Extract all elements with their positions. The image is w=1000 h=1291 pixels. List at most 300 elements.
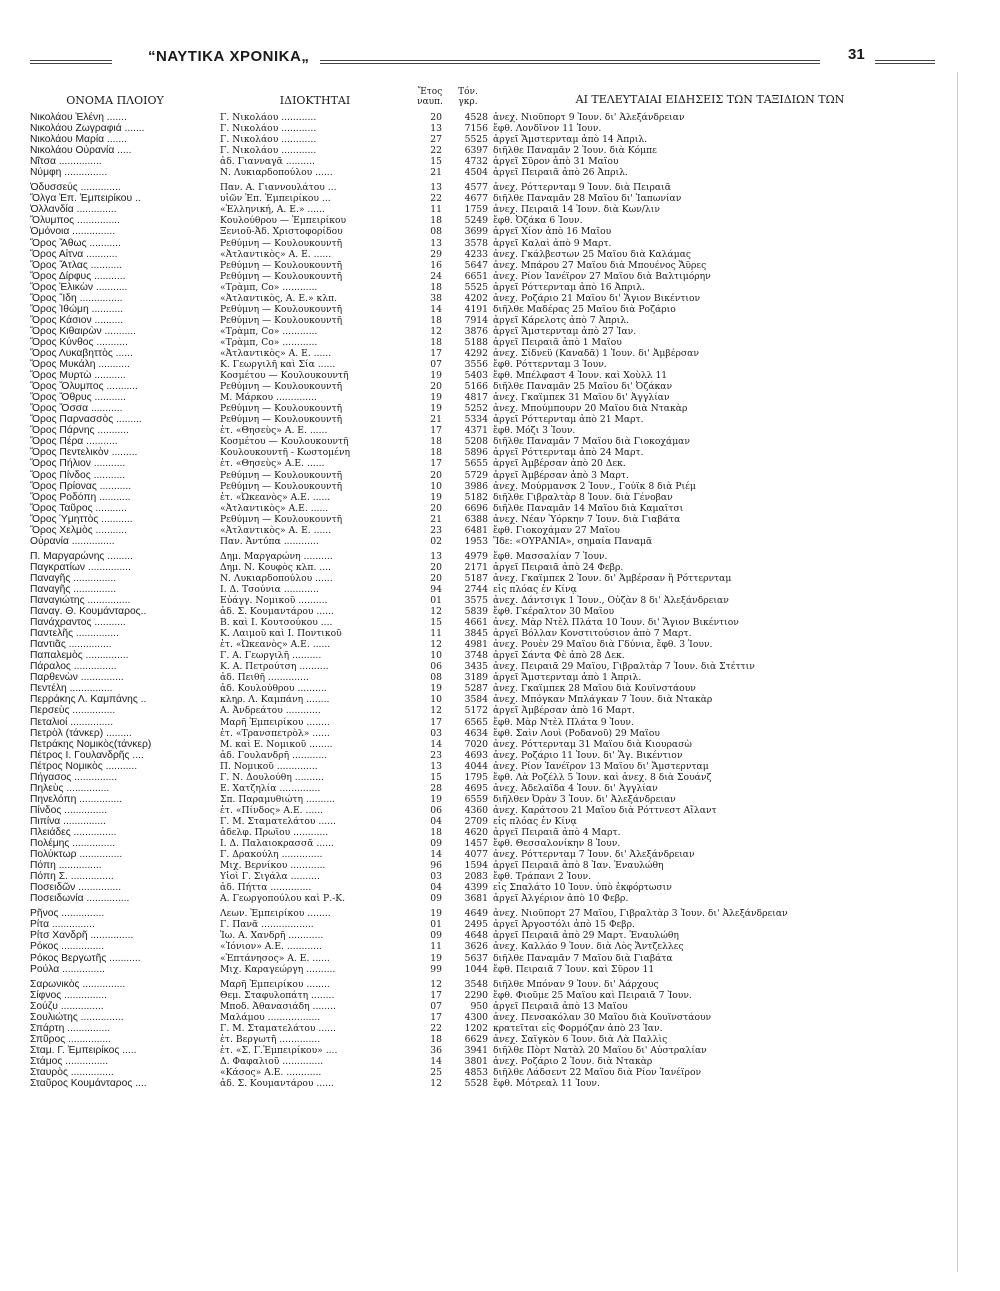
table-row — [0, 672, 1000, 683]
table-row — [0, 359, 1000, 370]
table-row — [0, 694, 1000, 705]
voyage-news: ἀργεῖ Ἄμστερνταμ ἀπὸ 27 Ἰαν. — [493, 325, 637, 337]
ship-name: Παναγ. Θ. Κουμάνταρος.. — [30, 606, 147, 618]
table-row — [0, 193, 1000, 204]
voyage-news: ἀργεῖ Ἀμβέρσαν ἀπὸ 20 Δεκ. — [493, 458, 626, 470]
voyage-news: ἀνεχ. Πειραιᾶ 14 Ἰουν. διὰ Κων/λιν — [493, 204, 660, 216]
build-year: 25 — [430, 1066, 442, 1078]
column-header-tonnage-line2: γκρ. — [458, 97, 478, 107]
table-row — [0, 964, 1000, 975]
column-header-news: ΑΙ ΤΕΛΕΥΤΑΙΑΙ ΕΙΔΗΣΕΙΣ ΤΩΝ ΤΑΞΙΔΙΩΝ ΤΩΝ — [575, 93, 845, 106]
owner-name: «Ἀτλαντικὸς» Α.Ε. ...... — [220, 502, 329, 514]
owner-name: Ρεθύμνη — Κουλουκουντῆ — [220, 237, 343, 249]
ship-name: Πέτρος Νομικὸς ........... — [30, 760, 138, 772]
table-row — [0, 392, 1000, 403]
gross-tonnage: 4233 — [464, 248, 488, 260]
owner-name: Σπ. Παραμυθιώτη .......... — [220, 793, 336, 805]
table-row — [0, 882, 1000, 893]
ship-name: Ὄρος Παρνασσὸς ......... — [30, 414, 142, 426]
table-row — [0, 514, 1000, 525]
ship-name: Παπαλεμὸς ............... — [30, 650, 129, 662]
table-row — [0, 447, 1000, 458]
gross-tonnage: 6651 — [464, 270, 488, 282]
gross-tonnage: 2709 — [464, 815, 488, 827]
owner-name: Ρεθύμνη — Κουλουκουντῆ — [220, 513, 343, 525]
ship-name: Οὐρανία ............... — [30, 535, 115, 547]
table-row — [0, 617, 1000, 628]
build-year: 12 — [430, 978, 442, 990]
gross-tonnage: 4695 — [464, 782, 488, 794]
owner-name: Α. Γεωργοπούλου καὶ Ρ.-Κ. — [220, 893, 346, 905]
build-year: 21 — [430, 513, 442, 525]
gross-tonnage: 5637 — [464, 952, 488, 964]
gross-tonnage: 5403 — [464, 370, 488, 382]
table-row — [0, 761, 1000, 772]
voyage-news: διῆλθε Παναμᾶν 28 Μαΐου δι' Ἰαπωνίαν — [493, 193, 682, 205]
owner-name: Δημ. Ν. Κουφὸς κλπ. .... — [220, 561, 331, 573]
owner-name: «Ἑλληνική, Α. Ε.» ...... — [220, 204, 325, 216]
voyage-news: ἀργεῖ Καλαὶ ἀπὸ 9 Μαρτ. — [493, 237, 612, 249]
ship-name: Ὄρος Ἄθως ........... — [30, 237, 121, 249]
gross-tonnage: 4853 — [464, 1066, 488, 1078]
page-number: 31 — [848, 46, 865, 63]
table-row — [0, 1001, 1000, 1012]
gross-tonnage: 7156 — [464, 123, 488, 135]
ship-name: Ὄρος Ἑλικὼν ........... — [30, 281, 128, 293]
owner-name: Π. Νομικοῦ .............. — [220, 760, 318, 772]
owner-name: ἀδ. Σ. Κουμαντάρου ...... — [220, 606, 334, 618]
build-year: 22 — [430, 193, 442, 205]
build-year: 24 — [430, 270, 442, 282]
voyage-news: διῆλθε Παναμᾶν 7 Μαΐου διὰ Γιαβάτα — [493, 952, 673, 964]
table-row — [0, 167, 1000, 178]
owner-name: Μαλάμου .................. — [220, 1011, 321, 1023]
header-rule-right — [875, 60, 935, 64]
ship-name: Ὄρος Πέρα ........... — [30, 436, 118, 448]
build-year: 12 — [430, 639, 442, 651]
build-year: 21 — [430, 167, 442, 179]
gross-tonnage: 5528 — [464, 1078, 488, 1090]
owner-name: ἀδ. Πειθῆ .............. — [220, 672, 309, 684]
owner-name: Δ. Φαφαλιοῦ .............. — [220, 1055, 324, 1067]
owner-name: ἀδ. Γιανναγᾶ .......... — [220, 156, 315, 168]
ship-name: Νύμφη ............... — [30, 167, 108, 179]
owner-name: ἑτ. «Πίνδος» Α.Ε. ...... — [220, 804, 324, 816]
ship-name: Παντελῆς ............... — [30, 628, 119, 640]
table-row — [0, 750, 1000, 761]
build-year: 01 — [430, 919, 442, 931]
voyage-news: ἔφθ. Θεσσαλονίκην 8 Ἰουν. — [493, 838, 621, 850]
voyage-news: ἔφθ. Σαὶν Λουὶ (Ροδανοῦ) 29 Μαΐου — [493, 727, 660, 739]
table-row — [0, 1034, 1000, 1045]
build-year: 17 — [430, 989, 442, 1001]
owner-name: «Ἑπτάνησος» Α. Ε. ...... — [220, 952, 330, 964]
voyage-news: ἔφθ. Μασσαλίαν 7 Ἰουν. — [493, 550, 608, 562]
voyage-news: ἀργεῖ Ἄμστερνταμ ἀπὸ 1 Ἀπριλ. — [493, 672, 642, 684]
table-row — [0, 1067, 1000, 1078]
build-year: 20 — [430, 112, 442, 123]
build-year: 08 — [430, 226, 442, 238]
owner-name: Ν. Λυκιαρδοπούλου ...... — [220, 167, 333, 179]
voyage-news: διῆλθε Γιβραλτὰρ 8 Ἰουν. διὰ Γένοβαν — [493, 491, 673, 503]
gross-tonnage: 3556 — [464, 359, 488, 371]
voyage-news: διῆλθε Παναμᾶν 25 Μαΐου δι' Ὀζάκαν — [493, 381, 673, 393]
gross-tonnage: 1953 — [464, 535, 488, 547]
table-row — [0, 584, 1000, 595]
gross-tonnage: 4817 — [464, 392, 488, 404]
owner-name: Μαρῆ Ἐμπειρίκου ........ — [220, 978, 330, 990]
table-row — [0, 573, 1000, 584]
owner-name: Ε. Χατζηλία .............. — [220, 782, 321, 794]
owner-name: ἀδ. Γουλανδρῆ ............ — [220, 749, 328, 761]
table-row — [0, 215, 1000, 226]
gross-tonnage: 5182 — [464, 491, 488, 503]
voyage-news: ἔφθ. Φιοῦμε 25 Μαΐου καὶ Πειραιᾶ 7 Ἰουν. — [493, 989, 692, 1001]
header-rule-middle — [320, 60, 820, 64]
owner-name: Παν. Ἀντύπα ............ — [220, 535, 319, 547]
ship-name: Πετράκης Νομικὸς(τάνκερ) — [30, 738, 152, 750]
voyage-news: ἀνεχ. Ροζάριο 2 Ἰουν. διὰ Ντακὰρ — [493, 1055, 653, 1067]
ship-register-table — [0, 112, 1000, 1089]
ship-name: Ὄρος Πήλιον ........... — [30, 458, 126, 470]
ship-name: Ὄρος Χελμὸς ........... — [30, 524, 127, 536]
ship-name: Πόπη ............... — [30, 860, 102, 872]
ship-name: Ὄλγα Ἐπ. Ἐμπειρίκου .. — [30, 193, 141, 205]
voyage-news: ἀνεχ. Ρουὲν 29 Μαΐου διὰ Γδύνια, ἔφθ. 3 Ἰουν. — [493, 639, 713, 651]
build-year: 12 — [430, 325, 442, 337]
magazine-title: “ΝΑΥΤΙΚΑ ΧΡΟΝΙΚΑ„ — [148, 48, 310, 65]
gross-tonnage: 4399 — [464, 882, 488, 894]
ship-name: Ὄρος Κύνθος ........... — [30, 336, 128, 348]
ship-name: Πήγασος ............... — [30, 771, 118, 783]
build-year: 15 — [430, 156, 442, 168]
table-row — [0, 1056, 1000, 1067]
owner-name: ἀδ. Σ. Κουμαντάρου ...... — [220, 1078, 334, 1090]
voyage-news: ἀργεῖ Ἀργοστόλι ἀπὸ 15 Φεβρ. — [493, 919, 635, 931]
owner-name: «Ἀτλαντικὸς» Α. Ε. ...... — [220, 524, 332, 536]
voyage-news: ἀργεῖ Σάντα Φὲ ἀπὸ 28 Δεκ. — [493, 650, 625, 662]
ship-name: Πηλεὺς ............... — [30, 782, 110, 794]
voyage-news: ἀνεχ. Νιοῦπορτ 27 Μαΐου, Γιβραλτὰρ 3 Ἰουν. δι' Ἀλεξάνδρειαν — [493, 908, 788, 920]
voyage-news: ἀνεχ. Μούρμανσκ 2 Ἰουν., Γούϊκ 8 διὰ Ριέμ — [493, 480, 696, 492]
table-row — [0, 893, 1000, 904]
ship-name: Περράκης Λ. Καμπάνης .. — [30, 694, 147, 706]
voyage-news: ἀνεχ. Σίδνεϋ (Καναδᾶ) 1 Ἰουν. δι' Ἀμβέρσαν — [493, 347, 699, 359]
gross-tonnage: 950 — [470, 1000, 488, 1012]
build-year: 23 — [430, 524, 442, 536]
build-year: 38 — [430, 292, 442, 304]
build-year: 22 — [430, 145, 442, 157]
ship-name: Νικολάου Οὐρανία ..... — [30, 145, 132, 157]
voyage-news: ἀνεχ. Γκάλβεστων 25 Μαΐου διὰ Καλάμας — [493, 248, 692, 260]
build-year: 06 — [430, 804, 442, 816]
gross-tonnage: 5287 — [464, 683, 488, 695]
ship-name: Ὄρος Πεντελικὸν ......... — [30, 447, 138, 459]
gross-tonnage: 3435 — [464, 661, 488, 673]
gross-tonnage: 2083 — [464, 871, 488, 883]
voyage-news: ἀνεχ. Ρίον Ἰανέϊρον 13 Μαΐου δι' Ἄμστερνταμ — [493, 760, 709, 772]
owner-name: Β. καὶ Ι. Κουτσούκου .... — [220, 617, 333, 629]
ship-name: Ὄρος Ὄθρυς ........... — [30, 392, 126, 404]
owner-name: Μποδ. Ἀθανασιάδη ........ — [220, 1000, 336, 1012]
voyage-news: ἔφθ. Μότρεαλ 11 Ἰουν. — [493, 1078, 600, 1090]
gross-tonnage: 4577 — [464, 182, 488, 194]
build-year: 18 — [430, 215, 442, 227]
gross-tonnage: 5166 — [464, 381, 488, 393]
voyage-news: ἔφθ. Γκέραλτον 30 Μαΐου — [493, 606, 615, 618]
build-year: 14 — [430, 1055, 442, 1067]
gross-tonnage: 5172 — [464, 705, 488, 717]
gross-tonnage: 4504 — [464, 167, 488, 179]
voyage-news: ἀνεχ. Ροζάριο 21 Μαΐου δι' Ἅγιον Βικέντιον — [493, 292, 701, 304]
ship-name: Ρόκος Βεργωτῆς ........... — [30, 952, 141, 964]
table-row — [0, 628, 1000, 639]
gross-tonnage: 4292 — [464, 347, 488, 359]
gross-tonnage: 6696 — [464, 502, 488, 514]
ship-name: Ὄρος Ἴδη ............... — [30, 292, 123, 304]
owner-name: «Ἰόνιον» Α.Ε. ............ — [220, 941, 322, 953]
table-row — [0, 908, 1000, 919]
owner-name: ἑτ. «Τρανσπετρὸλ» ...... — [220, 727, 330, 739]
voyage-news: ἔφθ. Πειραιᾶ 7 Ἰουν. καὶ Σῦρον 11 — [493, 963, 655, 975]
table-row — [0, 337, 1000, 348]
build-year: 13 — [430, 760, 442, 772]
voyage-news: ἀργεῖ Βόλλαν Κονστιτούσιον ἀπὸ 7 Μαρτ. — [493, 628, 692, 640]
voyage-news: ἀργεῖ Ρόττερνταμ ἀπὸ 21 Μαρτ. — [493, 414, 644, 426]
voyage-news: ἀνεχ. Ροζάριο 11 Ἰουν. δι' Ἅγ. Βικέντιον — [493, 749, 683, 761]
table-row — [0, 930, 1000, 941]
build-year: 11 — [430, 204, 442, 216]
gross-tonnage: 2744 — [464, 583, 488, 595]
owner-name: Εὐάγγ. Νομικοῦ .......... — [220, 595, 328, 607]
ship-name: Ὄρος Ταῦρος ........... — [30, 502, 127, 514]
owner-name: Δημ. Μαργαρώνη .......... — [220, 550, 333, 562]
table-row — [0, 326, 1000, 337]
table-row — [0, 414, 1000, 425]
voyage-news: διῆλθε Παναμᾶν 2 Ἰουν. διὰ Κόμπε — [493, 145, 657, 157]
table-row — [0, 805, 1000, 816]
owner-name: Γ. Πανᾶ .................. — [220, 919, 314, 931]
gross-tonnage: 6388 — [464, 513, 488, 525]
voyage-news: ἀργεῖ Σῦρον ἀπὸ 31 Μαΐου — [493, 156, 619, 168]
build-year: 02 — [430, 535, 442, 547]
build-year: 19 — [430, 491, 442, 503]
build-year: 12 — [430, 705, 442, 717]
build-year: 13 — [430, 123, 442, 135]
owner-name: «Ἀτλαντικὸς» Α. Ε. ...... — [220, 248, 332, 260]
ship-name: Ρίτσ Χανδρῆ ............... — [30, 930, 134, 942]
owner-name: Ρεθύμνη — Κουλουκουντῆ — [220, 381, 343, 393]
voyage-news: ἀνεχ. Μπούμπουρν 20 Μαΐου διὰ Ντακὰρ — [493, 403, 688, 415]
ship-name: Σταυρὸς ............... — [30, 1066, 114, 1078]
owner-name: Γ. Νικολάου ............ — [220, 112, 317, 123]
gross-tonnage: 2290 — [464, 989, 488, 1001]
gross-tonnage: 4981 — [464, 639, 488, 651]
ship-name: Νῖτσα ............... — [30, 156, 102, 168]
gross-tonnage: 6559 — [464, 793, 488, 805]
owner-name: Ρεθύμνη — Κουλουκουντῆ — [220, 259, 343, 271]
owner-name: Κ. Γεωργιλῆ καὶ Σία ...... — [220, 359, 336, 371]
table-row — [0, 436, 1000, 447]
table-row — [0, 293, 1000, 304]
build-year: 03 — [430, 727, 442, 739]
ship-name: Πετρὸλ (τάνκερ) ......... — [30, 727, 132, 739]
ship-name: Σταμ. Γ. Ἐμπειρίκος ..... — [30, 1044, 137, 1056]
voyage-news: διῆλθε Παναμᾶν 7 Μαΐου διὰ Γιοκοχάμαν — [493, 436, 690, 448]
ship-name: Πεταλιοί ............... — [30, 716, 114, 728]
owner-name: «Τρὰμπ, Co» ............ — [220, 336, 318, 348]
ship-name: Σπάρτη ............... — [30, 1022, 111, 1034]
build-year: 11 — [430, 628, 442, 640]
voyage-news: ἀνεχ. Γκαϊμπεκ 31 Μαΐου δι' Ἀγγλίαν — [493, 392, 670, 404]
table-row — [0, 794, 1000, 805]
gross-tonnage: 5525 — [464, 281, 488, 293]
gross-tonnage: 1202 — [464, 1022, 488, 1034]
table-row — [0, 182, 1000, 193]
owner-name: ἀδελφ. Πρωΐου ............ — [220, 827, 329, 838]
owner-name: Γ. Α. Γεωργιλῆ .......... — [220, 650, 322, 662]
table-row — [0, 1045, 1000, 1056]
voyage-news: ἀνεχ. Μπόγκαν Μπλάγκαν 7 Ἰουν. διὰ Ντακὰρ — [493, 694, 713, 706]
gross-tonnage: 4693 — [464, 749, 488, 761]
voyage-news: ἔφθ. Ρόττερνταμ 3 Ἰουν. — [493, 359, 607, 371]
build-year: 36 — [430, 1044, 442, 1056]
build-year: 14 — [430, 849, 442, 861]
owner-name: Γ. Ν. Δουλούθη .......... — [220, 771, 324, 783]
build-year: 15 — [430, 771, 442, 783]
build-year: 20 — [430, 572, 442, 584]
build-year: 18 — [430, 436, 442, 448]
build-year: 03 — [430, 871, 442, 883]
table-row — [0, 503, 1000, 514]
ship-name: Πλειάδες ............... — [30, 827, 117, 838]
ship-name: Ὄρος Πίνδος ........... — [30, 469, 126, 481]
gross-tonnage: 5334 — [464, 414, 488, 426]
gross-tonnage: 5188 — [464, 336, 488, 348]
table-row — [0, 370, 1000, 381]
owner-name: «Τρὰμπ, Co» ............ — [220, 325, 318, 337]
build-year: 99 — [430, 963, 442, 975]
gross-tonnage: 6629 — [464, 1033, 488, 1045]
build-year: 17 — [430, 458, 442, 470]
table-row — [0, 606, 1000, 617]
voyage-news: ἀργεῖ Ἀλγέριον ἀπὸ 10 Φεβρ. — [493, 893, 629, 905]
build-year: 04 — [430, 815, 442, 827]
build-year: 10 — [430, 694, 442, 706]
build-year: 07 — [430, 1000, 442, 1012]
build-year: 09 — [430, 930, 442, 942]
build-year: 17 — [430, 347, 442, 359]
build-year: 13 — [430, 182, 442, 194]
table-row — [0, 941, 1000, 952]
ship-name: Ὀδυσσεύς .............. — [30, 182, 121, 194]
ship-name: Παγκρατίων ............... — [30, 561, 131, 573]
table-row — [0, 458, 1000, 469]
table-row — [0, 849, 1000, 860]
table-row — [0, 123, 1000, 134]
gross-tonnage: 3699 — [464, 226, 488, 238]
owner-name: Κοσμέτου — Κουλουκουντῆ — [220, 436, 349, 448]
table-row — [0, 226, 1000, 237]
table-row — [0, 492, 1000, 503]
owner-name: Μαρῆ Ἐμπειρίκου ........ — [220, 716, 330, 728]
owner-name: υἱῶν Ἐπ. Ἐμπειρίκου ... — [220, 193, 331, 205]
build-year: 14 — [430, 303, 442, 315]
table-row — [0, 728, 1000, 739]
gross-tonnage: 3189 — [464, 672, 488, 684]
voyage-news: ἀνεχ. Καλλάο 9 Ἰουν. διὰ Λὸς Ἄντζελλες — [493, 941, 684, 953]
voyage-news: διῆλθε Παναμᾶν 14 Μαΐου διὰ Καμαΐτσι — [493, 502, 684, 514]
gross-tonnage: 7020 — [464, 738, 488, 750]
build-year: 18 — [430, 447, 442, 459]
voyage-news: ἀνεχ. Δάντσιγκ 1 Ἰουν., Οὐζὰν 8 δι' Ἀλεξάνδρειαν — [493, 595, 729, 607]
gross-tonnage: 4661 — [464, 617, 488, 629]
gross-tonnage: 1044 — [464, 963, 488, 975]
build-year: 17 — [430, 716, 442, 728]
gross-tonnage: 1594 — [464, 860, 488, 872]
ship-name: Ὄρος Ὑμηττὸς ........... — [30, 513, 133, 525]
gross-tonnage: 5187 — [464, 572, 488, 584]
voyage-news: Ἴδε: «ΟΥΡΑΝΙΑ», σημαία Παναμᾶ — [493, 535, 653, 547]
gross-tonnage: 4202 — [464, 292, 488, 304]
voyage-news: ἀνεχ. Καράτσου 21 Μαΐου διὰ Ρόττνεστ Αἴλαντ — [493, 804, 717, 816]
build-year: 20 — [430, 381, 442, 393]
table-row — [0, 1012, 1000, 1023]
gross-tonnage: 3578 — [464, 237, 488, 249]
gross-tonnage: 3941 — [464, 1044, 488, 1056]
build-year: 09 — [430, 838, 442, 850]
table-row — [0, 134, 1000, 145]
owner-name: Γ. Μ. Σταματελάτου ...... — [220, 1022, 336, 1034]
build-year: 18 — [430, 827, 442, 838]
table-row — [0, 304, 1000, 315]
build-year: 16 — [430, 259, 442, 271]
table-row — [0, 683, 1000, 694]
ship-name: Πίνδος ............... — [30, 804, 108, 816]
gross-tonnage: 3681 — [464, 893, 488, 905]
table-row — [0, 979, 1000, 990]
gross-tonnage: 6481 — [464, 524, 488, 536]
build-year: 23 — [430, 749, 442, 761]
column-header-ship: ΟΝΟΜΑ ΠΛΟΙΟΥ — [66, 94, 164, 107]
voyage-news: ἀνεχ. Γκαϊμπεκ 2 Ἰουν. δι' Ἀμβέρσαν ἢ Ρόττερνταμ — [493, 572, 732, 584]
owner-name: ἑτ. Βεργωτῆ .............. — [220, 1033, 321, 1045]
voyage-news: ἀνεχ. Γκαϊμπεκ 28 Μαΐου διὰ Κουϊνστάουν — [493, 683, 696, 695]
ship-name: Ὄρος Μυρτὼ ........... — [30, 370, 126, 382]
build-year: 19 — [430, 683, 442, 695]
gross-tonnage: 7914 — [464, 314, 488, 326]
ship-name: Παναγῆς ............... — [30, 583, 117, 595]
build-year: 29 — [430, 248, 442, 260]
voyage-news: εἰς Σπαλάτο 10 Ἰουν. ὑπὸ ἐκφόρτωσιν — [493, 882, 672, 894]
ship-name: Ὄρος Δίρφυς ........... — [30, 270, 126, 282]
gross-tonnage: 1457 — [464, 838, 488, 850]
voyage-news: ἀργεῖ Ἄμστερνταμ ἀπὸ 14 Ἀπριλ. — [493, 134, 648, 146]
ship-name: Ὄρος Πάρνης ........... — [30, 425, 129, 437]
gross-tonnage: 5655 — [464, 458, 488, 470]
build-year: 28 — [430, 782, 442, 794]
build-year: 19 — [430, 403, 442, 415]
ship-name: Ρίτα ............... — [30, 919, 95, 931]
voyage-news: ἔφθ. Λὰ Ροζέλλ 5 Ἰουν. καὶ ἀνεχ. 8 διὰ Σουάνζ — [493, 771, 712, 783]
ship-name: Νικολάου Ζωγραφιά ....... — [30, 123, 145, 135]
table-row — [0, 348, 1000, 359]
table-row — [0, 661, 1000, 672]
owner-name: Ρεθύμνη — Κουλουκουντῆ — [220, 403, 343, 415]
table-row — [0, 551, 1000, 562]
ship-name: Πολέμης ............... — [30, 838, 116, 850]
build-year: 19 — [430, 908, 442, 920]
